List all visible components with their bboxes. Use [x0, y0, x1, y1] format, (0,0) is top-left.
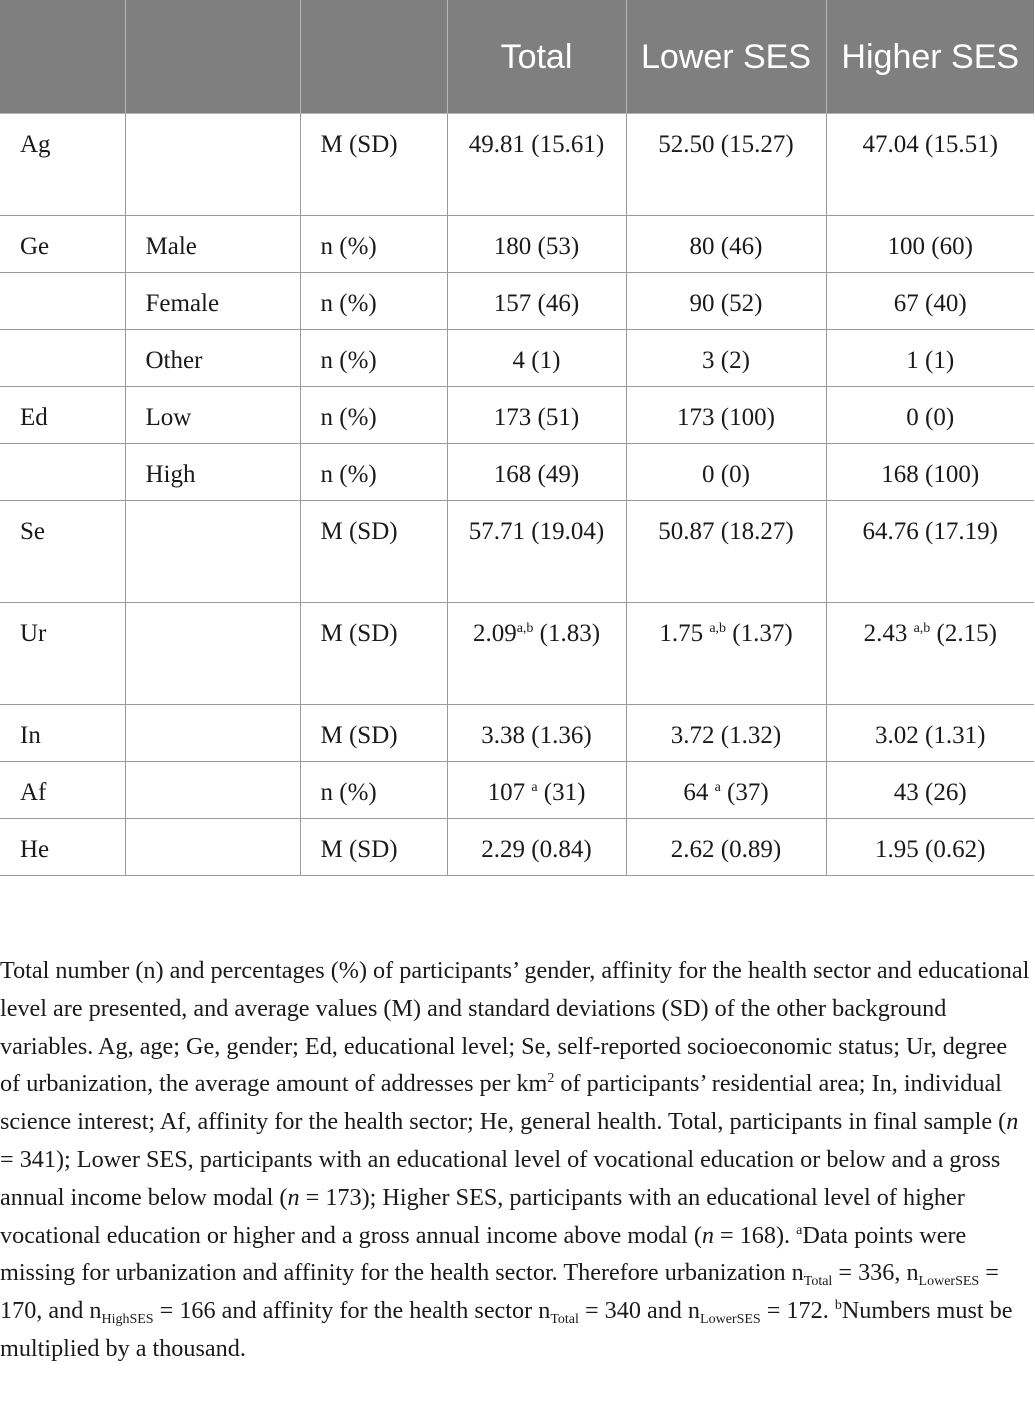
cell-total: 173 (51): [447, 387, 626, 444]
footnote-part: = 340 and n: [578, 1297, 701, 1325]
footnote-part: = 168).: [713, 1221, 797, 1249]
row-category: Other: [125, 330, 300, 387]
row-statistic: M (SD): [300, 819, 447, 876]
footnote-part: = 172.: [760, 1297, 835, 1325]
cell-value: 2.43: [863, 620, 908, 647]
italic-n: n: [1006, 1108, 1019, 1136]
cell-total: 168 (49): [447, 444, 626, 501]
subscript: Total: [803, 1274, 833, 1290]
row-statistic: M (SD): [300, 705, 447, 762]
superscript: 2: [547, 1071, 555, 1087]
row-statistic: n (%): [300, 387, 447, 444]
header-total: Total: [447, 0, 626, 114]
subscript: LowerSES: [700, 1312, 761, 1328]
row-variable: Ur: [0, 603, 125, 705]
footnote-marker: a: [714, 780, 721, 795]
superscript: b: [834, 1298, 842, 1314]
cell-value-pct: (37): [727, 779, 769, 806]
row-variable: Af: [0, 762, 125, 819]
footnote-part: = 341); Lower SES, participants with an educational level of vocational education or below and a gross annual income below modal (: [0, 1145, 1001, 1211]
subscript: HighSES: [101, 1312, 154, 1328]
table-row: [0, 216, 1034, 273]
footnote-part: Data points were missing for urbanization and affinity for the health sector. Therefore urbanization n: [0, 1221, 967, 1287]
header-statistic: [300, 0, 447, 114]
header-variable: [0, 0, 125, 114]
cell-higher-ses: 47.04 (15.51): [826, 114, 1034, 216]
cell-lower-ses: 50.87 (18.27): [626, 501, 826, 603]
row-variable: Ed: [0, 387, 125, 444]
row-statistic: n (%): [300, 330, 447, 387]
footnote-marker: a: [531, 780, 538, 795]
cell-total: [447, 603, 626, 705]
row-category: [125, 114, 300, 216]
footnote-part: = 173); Higher SES, participants with an educational level of higher vocational education or higher and a gross annual income above modal (: [0, 1183, 965, 1249]
cell-lower-ses: 0 (0): [626, 444, 826, 501]
table-row: [0, 501, 1034, 603]
subscript: LowerSES: [918, 1274, 980, 1290]
cell-higher-ses: [826, 603, 1034, 705]
footnote-part: Total number (n) and percentages (%) of participants’ gender, affinity for the health sector and educational level are presented, and average values (M) and standard deviations (SD) of the other background variables. Ag, age; Ge, gender; Ed, educational level; Se, self-reported socioeconomic status; Ur, degree of urbanization, the average amount of addresses per km: [0, 957, 1030, 1098]
row-statistic: M (SD): [300, 501, 447, 603]
cell-higher-ses: 0 (0): [826, 387, 1034, 444]
cell-lower-ses: 90 (52): [626, 273, 826, 330]
table-row: [0, 819, 1034, 876]
cell-higher-ses: 168 (100): [826, 444, 1034, 501]
footnote-part: = 336, n: [832, 1259, 919, 1287]
row-variable: Ge: [0, 216, 125, 273]
cell-higher-ses: 43 (26): [826, 762, 1034, 819]
cell-total: [447, 762, 626, 819]
cell-lower-ses: 173 (100): [626, 387, 826, 444]
cell-higher-ses: 3.02 (1.31): [826, 705, 1034, 762]
table-row: [0, 705, 1034, 762]
row-category: Low: [125, 387, 300, 444]
row-variable: [0, 273, 125, 330]
cell-value: 107: [487, 779, 526, 806]
cell-total: 180 (53): [447, 216, 626, 273]
footnote-marker: a,b: [516, 621, 534, 636]
cell-lower-ses: 80 (46): [626, 216, 826, 273]
footnote-part: Numbers must be multiplied by a thousand.: [0, 1297, 1013, 1362]
table-row: [0, 114, 1034, 216]
table-footnote: [0, 952, 1030, 1368]
table-row: [0, 603, 1034, 705]
cell-total: 49.81 (15.61): [447, 114, 626, 216]
footnote-part: = 166 and affinity for the health sector n: [153, 1297, 551, 1325]
row-variable: Ag: [0, 114, 125, 216]
subscript: Total: [550, 1312, 579, 1328]
row-statistic: n (%): [300, 273, 447, 330]
cell-total: 3.38 (1.36): [447, 705, 626, 762]
cell-value-sd: (2.15): [936, 620, 997, 647]
cell-total: 57.71 (19.04): [447, 501, 626, 603]
row-category: [125, 705, 300, 762]
cell-total: 2.29 (0.84): [447, 819, 626, 876]
footnote-marker: a,b: [913, 621, 931, 636]
cell-lower-ses: 3 (2): [626, 330, 826, 387]
cell-lower-ses: 3.72 (1.32): [626, 705, 826, 762]
footnote-marker: a,b: [709, 621, 727, 636]
row-category: [125, 819, 300, 876]
row-variable: [0, 330, 125, 387]
cell-total: 4 (1): [447, 330, 626, 387]
row-category: Male: [125, 216, 300, 273]
cell-higher-ses: 67 (40): [826, 273, 1034, 330]
row-statistic: n (%): [300, 216, 447, 273]
cell-lower-ses: [626, 603, 826, 705]
cell-higher-ses: 100 (60): [826, 216, 1034, 273]
row-category: [125, 603, 300, 705]
header-category: [125, 0, 300, 114]
cell-value-sd: (1.83): [539, 620, 601, 647]
cell-value-sd: (1.37): [732, 620, 793, 647]
row-statistic: M (SD): [300, 114, 447, 216]
cell-higher-ses: 64.76 (17.19): [826, 501, 1034, 603]
row-variable: Se: [0, 501, 125, 603]
row-category: Female: [125, 273, 300, 330]
row-category: [125, 501, 300, 603]
footnote-part: = 170, and n: [0, 1259, 999, 1325]
table-body: [0, 114, 1034, 876]
italic-n: n: [701, 1221, 714, 1249]
table-row: [0, 762, 1034, 819]
footnote-part: of participants’ residential area; In, individual science interest; Af, affinity for the health sector; He, general health. Total, participants in final sample (: [0, 1070, 1007, 1136]
row-statistic: n (%): [300, 762, 447, 819]
row-statistic: M (SD): [300, 603, 447, 705]
cell-higher-ses: 1.95 (0.62): [826, 819, 1034, 876]
cell-total: 157 (46): [447, 273, 626, 330]
table-row: [0, 330, 1034, 387]
cell-higher-ses: 1 (1): [826, 330, 1034, 387]
italic-n: n: [287, 1183, 300, 1211]
row-category: [125, 762, 300, 819]
cell-value: 64: [683, 779, 709, 806]
table-header: [0, 0, 1034, 114]
row-variable: He: [0, 819, 125, 876]
table-row: [0, 387, 1034, 444]
header-higher-ses: Higher SES: [826, 0, 1034, 114]
cell-value-pct: (31): [543, 779, 586, 806]
superscript: a: [796, 1222, 803, 1238]
table-row: [0, 273, 1034, 330]
row-statistic: n (%): [300, 444, 447, 501]
table-row: [0, 444, 1034, 501]
header-lower-ses: Lower SES: [626, 0, 826, 114]
cell-lower-ses: 2.62 (0.89): [626, 819, 826, 876]
footnote-text: [0, 952, 1030, 1368]
row-category: High: [125, 444, 300, 501]
cell-lower-ses: 52.50 (15.27): [626, 114, 826, 216]
header-row: [0, 0, 1034, 114]
row-variable: In: [0, 705, 125, 762]
cell-value: 1.75: [659, 620, 704, 647]
row-variable: [0, 444, 125, 501]
cell-lower-ses: [626, 762, 826, 819]
cell-value: 2.09: [472, 620, 517, 647]
